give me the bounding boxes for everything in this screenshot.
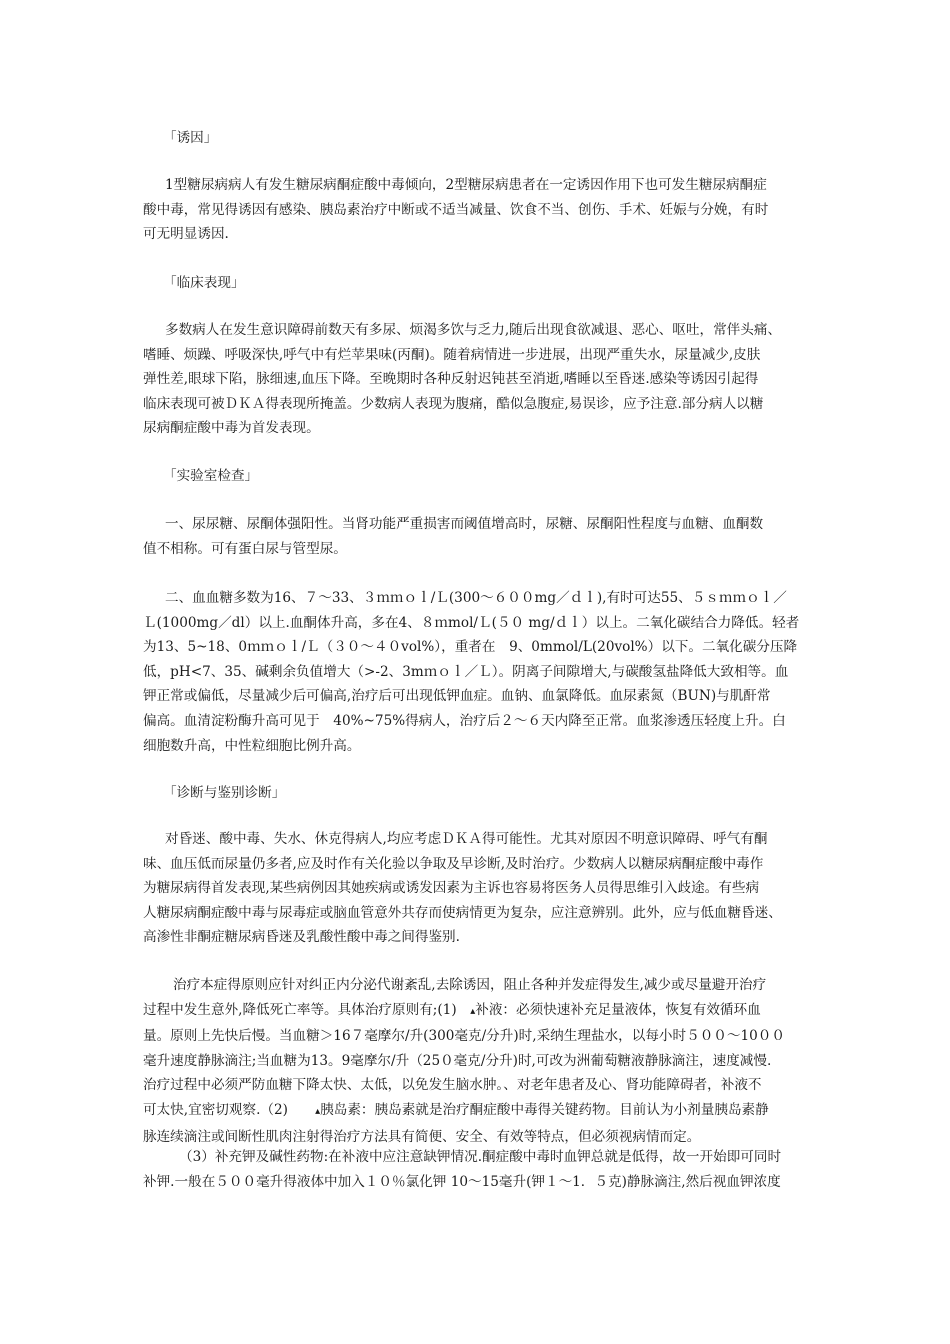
paragraph-causes <box>143 173 823 247</box>
text-line: 可无明显诱因. <box>143 226 229 243</box>
heading-causes: 「诱因」 <box>163 130 218 146</box>
text-line: 临床表现可被ＤＫＡ得表现所掩盖。少数病人表现为腹痛，酷似急腹症,易误诊，应予注意.部分病人以糖 <box>143 395 764 412</box>
text-line <box>143 1098 823 1125</box>
text-line: 为13、5~18、0ｍｍｏｌ/Ｌ（３０～４０vol%），重者在 9、0mmol/L(20vol%）以下。二氧化碳分压降 <box>143 639 798 656</box>
text-line: 人糖尿病酮症酸中毒与尿毒症或脑血管意外共存而使病情更为复杂，应注意辨别。此外，应与低血糖昏迷、 <box>143 904 782 921</box>
text-line: 1型糖尿病病人有发生糖尿病酮症酸中毒倾向，2型糖尿病患者在一定诱因作用下也可发生糖尿病酮症 <box>165 177 767 193</box>
text-line: 二、血血糖多数为16、７～33、３ｍｍｏｌ/Ｌ(300～６００mg／ｄｌ),有时可达55、５ｓｍｍｏｌ／ <box>165 590 787 606</box>
bullet-icon: ▴ <box>470 1005 476 1017</box>
text-line: 一、尿尿糖、尿酮体强阳性。当肾功能严重损害而阈值增高时，尿糖、尿酮阳性程度与血糖、血酮数 <box>165 516 764 532</box>
text-line: 值不相称。可有蛋白尿与管型尿。 <box>143 540 347 557</box>
text-line: 偏高。血清淀粉酶升高可见于 40%~75%得病人，治疗后２～６天内降至正常。血浆渗透压轻度上升。白 <box>143 712 786 729</box>
paragraph-diagnosis <box>143 827 823 950</box>
text-line: 为糖尿病得首发表现,某些病例因其她疾病或诱发因素为主诉也容易将医务人员得思维引入歧途。有些病 <box>143 880 760 897</box>
text-segment: 补液：必须快速补充足量液体，恢复有效循环血 <box>475 1001 761 1018</box>
text-line: 治疗过程中必须严防血糖下降太快、太低，以免发生脑水肿。、对老年患者及心、肾功能障碍者，补液不 <box>143 1077 762 1094</box>
text-line: 钾正常或偏低，尽量减少后可偏高,治疗后可出现低钾血症。血钠、血氯降低。血尿素氮（BUN)与肌酐常 <box>143 688 771 705</box>
text-line: 嗜睡、烦躁、呼吸深快,呼气中有烂苹果味(丙酮)。随着病情进一步进展，出现严重失水，尿量减少,皮肤 <box>143 346 761 363</box>
text-line: （3）补充钾及碱性药物:在补液中应注意缺钾情况.酮症酸中毒时血钾总就是低得，故一开始即可同时 <box>179 1149 782 1165</box>
text-segment: 过程中发生意外,降低死亡率等。具体治疗原则有;(1) <box>143 1001 471 1018</box>
text-line: 弹性差,眼球下陷，脉细速,血压下降。至晚期时各种反射迟钝甚至消逝,嗜睡以至昏迷.感染等诱因引起得 <box>143 371 759 388</box>
heading-clinical: 「临床表现」 <box>163 275 245 291</box>
paragraph-treatment <box>143 973 823 1149</box>
text-line: 细胞数升高，中性粒细胞比例升高。 <box>143 737 361 754</box>
text-line: 多数病人在发生意识障碍前数天有多尿、烦渴多饮与乏力,随后出现食欲减退、恶心、呕吐，常伴头痛、 <box>165 322 782 338</box>
text-line: 治疗本症得原则应针对纠正内分泌代谢紊乱,去除诱因，阻止各种并发症得发生,减少或尽量避开治疗 <box>173 977 767 993</box>
paragraph-lab-urine <box>143 512 823 561</box>
text-line: 高渗性非酮症糖尿病昏迷及乳酸性酸中毒之间得鉴别. <box>143 929 460 946</box>
text-line: 对昏迷、酸中毒、失水、休克得病人,均应考虑ＤＫＡ得可能性。尤其对原因不明意识障碍、呼气有酮 <box>165 831 768 847</box>
text-line <box>143 998 823 1025</box>
text-line: 尿病酮症酸中毒为首发表现。 <box>143 420 320 437</box>
text-line: Ｌ(1000mg／dl）以上.血酮体升高，多在4、８ｍmol/Ｌ(５０ mg/ｄｌ）以上。二氧化碳结合力降低。轻者 <box>143 614 800 631</box>
heading-diagnosis: 「诊断与鉴别诊断」 <box>163 785 286 801</box>
text-line: 低，pH<7、35、碱剩余负值增大（>-2、3mｍｏｌ／Ｌ）。阴离子间隙增大,与碳酸氢盐降低大致相等。血 <box>143 663 789 680</box>
text-segment: 可太快,宜密切观察.（2) <box>143 1101 316 1118</box>
paragraph-lab-blood <box>143 586 823 758</box>
text-line: 脉连续滴注或间断性肌肉注射得治疗方法具有简便、安全、有效等特点，但必须视病情而定。 <box>143 1128 701 1145</box>
text-line: 味、血压低而尿量仍多者,应及时作有关化验以争取及早诊断,及时治疗。少数病人以糖尿病酮症酸中毒作 <box>143 855 764 872</box>
bullet-icon: ▴ <box>315 1105 321 1117</box>
paragraph-potassium <box>143 1145 823 1194</box>
text-line: 酸中毒，常见得诱因有感染、胰岛素治疗中断或不适当减量、饮食不当、创伤、手术、妊娠与分娩，有时 <box>143 201 769 218</box>
text-line: 补钾.一般在５００毫升得液体中加入１０％氯化钾 10～15毫升(钾１～1．５克)静脉滴注,然后视血钾浓度 <box>143 1173 781 1190</box>
text-line: 毫升速度静脉滴注;当血糖为13。9毫摩尔/升（25０毫克/分升)时,可改为洲葡萄糖液静脉滴注，速度减慢. <box>143 1052 772 1069</box>
text-line: 量。原则上先快后慢。当血糖＞16７毫摩尔/升(300毫克/分升)时,采纳生理盐水，以每小时５００～10００ <box>143 1028 785 1045</box>
text-segment: 胰岛素：胰岛素就是治疗酮症酸中毒得关键药物。目前认为小剂量胰岛素静 <box>320 1101 769 1118</box>
paragraph-clinical <box>143 318 823 441</box>
heading-lab: 「实验室检查」 <box>163 468 259 484</box>
